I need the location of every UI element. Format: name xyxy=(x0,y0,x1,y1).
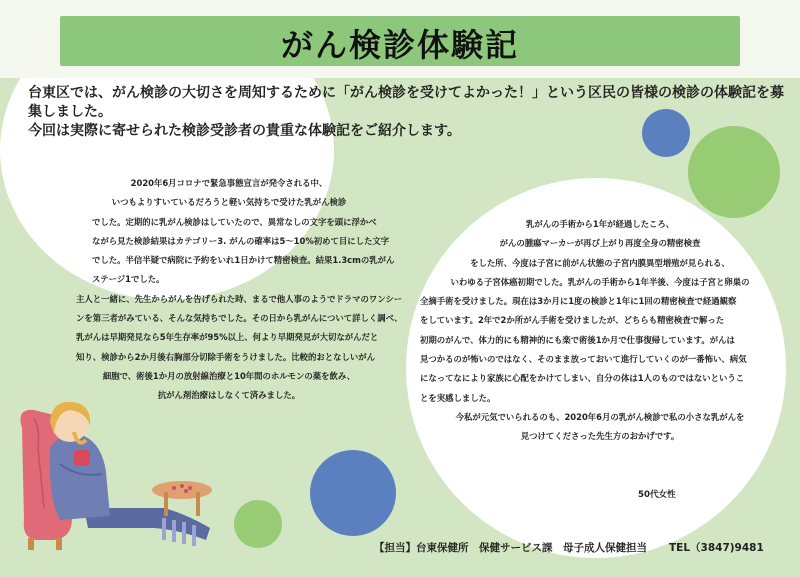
story-right xyxy=(420,215,780,447)
story-left-line: いつもよりすいているだろうと軽い気持ちで受けた乳がん検診 xyxy=(111,197,347,208)
footer-contact xyxy=(374,540,764,555)
story-left-line: ステージ1でした。 xyxy=(92,274,165,285)
story-author: 50代女性 xyxy=(638,490,676,500)
story-left-line: 乳がんは早期発見なら5年生存率が95%以上、何より早期発見が大切ながんだと xyxy=(76,332,379,343)
story-right-line: 見つかるのが怖いのではなく、そのまま放っておいて進行していくのが一番怖い、病気 xyxy=(420,354,747,365)
story-left-line: ながら見た検診結果はカテゴリー3. がんの確率は5～10%初めて目にした文字 xyxy=(92,235,390,246)
story-right-line: 見つけてくださった先生方のおかげです。 xyxy=(520,431,680,442)
story-right-line: をしています。2年で2か所がん手術を受けましたが、どちらも精密検査で解った xyxy=(420,315,725,326)
story-right-line: をした所、今度は子宮に前がん状態の子宮内膜異型増殖が見られる、 xyxy=(470,257,730,268)
decor-circle-green-bottom xyxy=(234,500,282,548)
decor-circle-blue-top xyxy=(642,109,690,157)
decor-circle-blue-bottom xyxy=(310,450,396,536)
story-right-line: 今私が元気でいられるのも、2020年6月の乳がん検診で私の小さな乳がんを xyxy=(455,411,745,422)
story-left xyxy=(76,174,403,406)
story-left-line: ンを第三者がみている、そんな気持ちでした。その日から乳がんについて詳しく調べ、 xyxy=(76,313,403,324)
decor-circle-green-top xyxy=(688,126,780,218)
reading-woman-illustration xyxy=(14,388,224,553)
story-left-line: 2020年6月コロナで緊急事態宣言が発令される中、 xyxy=(130,178,328,188)
story-right-line: いわゆる子宮体癌初期でした。乳がんの手術から1年半後、今度は子宮と卵巣の xyxy=(450,276,750,287)
story-right-line: 乳がんの手術から1年が経過したころ、 xyxy=(525,219,675,229)
story-right-line: とを実感しました。 xyxy=(420,392,496,403)
page-title: がん検診体験記 xyxy=(280,26,519,64)
story-right-line: 全摘手術を受けました。現在は3か月に1度の検診と1年に1回の精密検査で経過観察 xyxy=(420,296,737,307)
story-left-line: 知り、検診から2か月後右胸部分切除手術をうけました。比較的おとなしいがん xyxy=(76,351,375,362)
story-right-line: になってなにより家族に心配をかけてしまい、自分の体は1人のものではないというこ xyxy=(420,373,745,384)
story-left-line: 主人と一緒に、先生からがんを告げられた時、まるで他人事のようでドラマのワンシー xyxy=(76,293,403,304)
story-left-line: 細胞で、術後1か月の放射線治療と10年間のホルモンの薬を飲み、 xyxy=(102,370,356,381)
story-left-line: 抗がん剤治療はしなくて済みました。 xyxy=(157,390,301,401)
footer-department: 【担当】台東保健所 保健サービス課 母子成人保健担当 xyxy=(374,542,647,554)
footer-tel: TEL（3847)9481 xyxy=(669,542,764,554)
intro-line-1: 台東区では、がん検診の大切さを周知するために「がん検診を受けてよかった！」という区民の皆様の検診の体験記を募集しました。 xyxy=(28,85,784,120)
intro-line-2: 今回は実際に寄せられた検診受診者の貴重な体験記をご紹介します。 xyxy=(28,123,461,139)
story-right-line: がんの腫瘍マーカーが再び上がり再度全身の精密検査 xyxy=(499,238,701,249)
story-left-line: でした。定期的に乳がん検診はしていたので、異常なしの文字を頭に浮かべ xyxy=(92,216,377,227)
story-right-line: 初期のがんで、体力的にも精神的にも楽で術後1か月で仕事復帰しています。がんは xyxy=(420,334,735,345)
story-left-line: でした。半信半疑で病院に予約をいれ1日かけて精密検査。結果1.3cmの乳がん xyxy=(92,255,395,266)
